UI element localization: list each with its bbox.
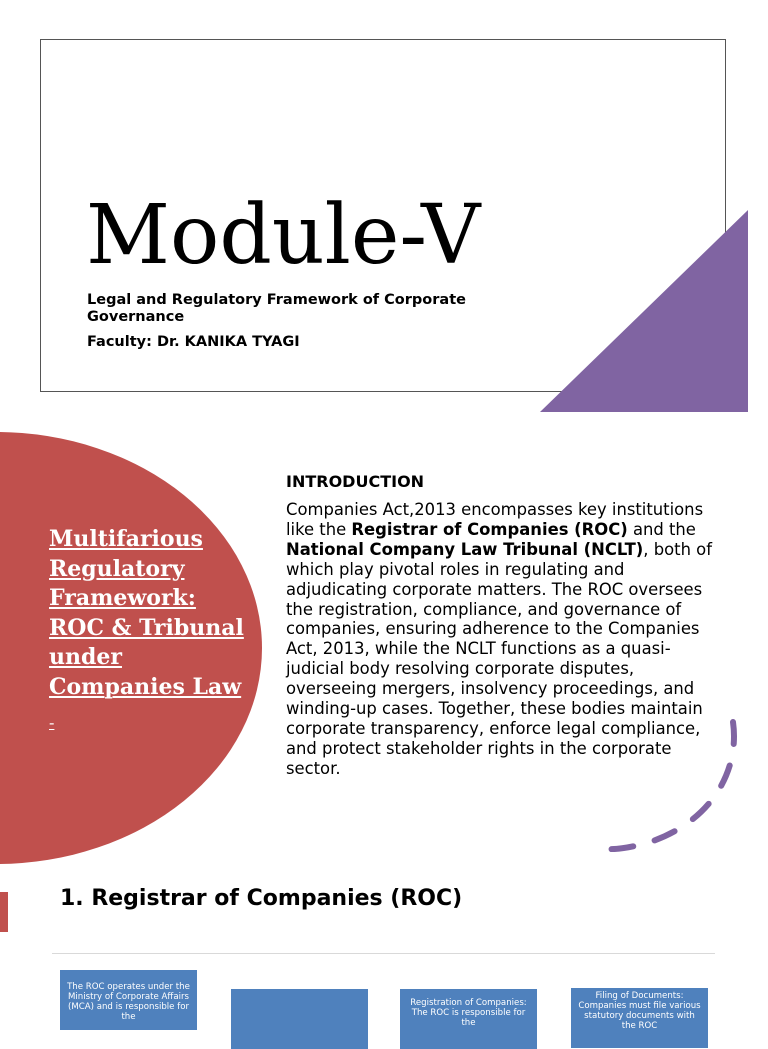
side-title: Multifarious Regulatory Framework: ROC & Tribunal under Companies Law: [49, 526, 244, 700]
title-slide: [0, 0, 768, 420]
intro-heading: INTRODUCTION: [286, 472, 425, 491]
roc-card-registration: Registration of Companies: The ROC is responsible for the: [400, 989, 537, 1049]
roc-heading: 1. Registrar of Companies (ROC): [60, 886, 463, 911]
red-accent-strip: [0, 892, 8, 932]
introduction-slide: [0, 432, 768, 872]
side-dash: -: [49, 713, 55, 732]
red-circle-panel: [0, 432, 270, 864]
dashed-arc-decoration: [590, 712, 750, 852]
intro-text-2: and the: [627, 519, 696, 539]
slide-title: Module-V: [86, 188, 481, 283]
purple-triangle-decoration: [540, 210, 748, 412]
intro-bold-nclt: National Company Law Tribunal (NCLT): [286, 539, 644, 559]
slide-subtitle: Legal and Regulatory Framework of Corporate Governance: [87, 292, 466, 325]
intro-bold-roc: Registrar of Companies (ROC): [351, 519, 628, 539]
roc-slide: [0, 872, 768, 1031]
roc-card-blank: [231, 989, 368, 1049]
roc-card-filing: Filing of Documents: Companies must file various statutory documents with the ROC: [571, 988, 708, 1048]
roc-card-mca: The ROC operates under the Ministry of Corporate Affairs (MCA) and is responsible for the: [60, 970, 197, 1030]
faculty-name: Faculty: Dr. KANIKA TYAGI: [87, 334, 300, 350]
divider-line: [52, 953, 715, 954]
intro-text-3: , both of which play pivotal roles in regulating and adjudicating corporate matters. The ROC oversees the registration, compliance, and governance of companies, ensuring adherence to the Companies Act, 2013, while the NCLT functions as a quasi-judicial body resolving corporate disputes, overseeing mergers, insolvency proceedings, and winding-up cases. Together, these bodies maintain corporate transparency, enforce legal compliance, and protect stakeholder rights in the corporate sector.: [286, 539, 712, 778]
intro-text-1: Companies Act,2013 encompasses key institutions like the: [286, 500, 704, 539]
